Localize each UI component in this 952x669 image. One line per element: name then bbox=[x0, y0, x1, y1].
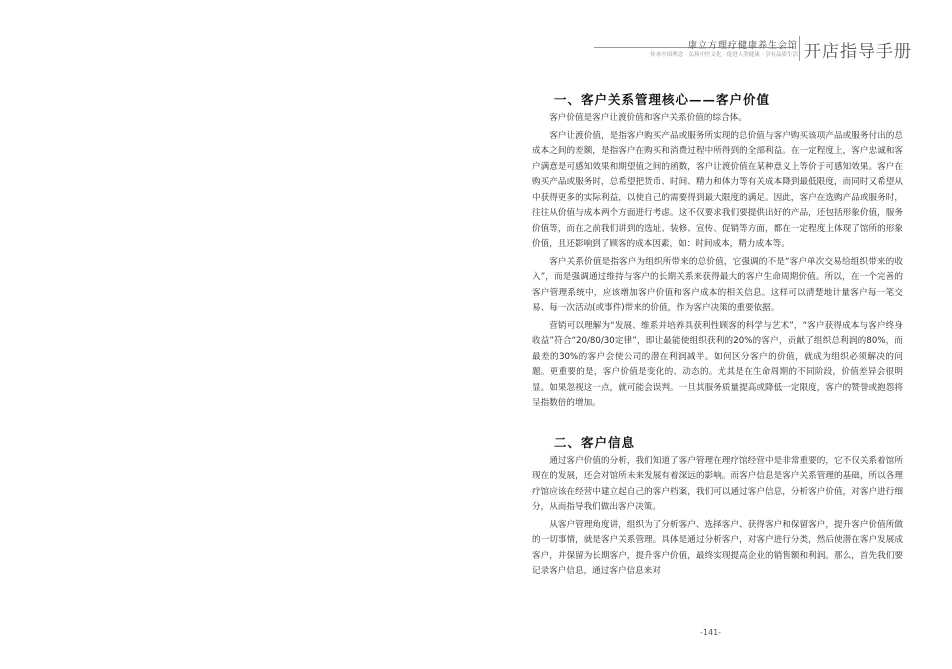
paragraph: 客户关系价值是指客户为组织所带来的总价值，它强调的不是“客户单次交易给组织带来的收入”，而是强调通过维持与客户的长期关系来获得最大的客户生命周期价值。所以，在一个完善的客户管理系统中，应该增加客户价值和客户成本的相关信息。这样可以清楚地计量客户每一笔交易、每一次活动(或事件)带来的价值，作为客户决策的重要依据。 bbox=[532, 256, 903, 313]
brand-slogan: 传承中国理念 · 弘扬中医文化 · 促进人类健康 · 享有品质生活 bbox=[650, 52, 798, 58]
section-heading-customer-value: 一、客户关系管理核心——客户价值 bbox=[554, 92, 771, 107]
paragraph: 客户让渡价值，是指客户购买产品或服务所实现的总价值与客户购买该项产品或服务付出的总成本之间的差额，是指客户在购买和消费过程中所得到的全部利益。在一定程度上，客户忠诚和客户满意是可感知效果和期望值之间的函数，客户让渡价值在某种意义上等价于可感知效果。客户在购买产品或服务时，总希望把货币、时间、精力和体力等有关成本降到最低限度，而同时又希望从中获得更多的实际利益，以使自己的需要得到最大限度的满足。因此，客户在选购产品或服务时，往往从价值与成本两个方面进行考虑。这不仅要求我们要提供出好的产品，还包括形象价值，服务价值等，而在之前我们讲到的选址、装修、宣传、促销等方面，都在一定程度上体现了馆所的形象价值，且还影响到了顾客的成本因素，如：时间成本，精力成本等。 bbox=[532, 130, 903, 249]
paragraph: 客户价值是客户让渡价值和客户关系价值的综合体。 bbox=[549, 113, 747, 123]
manual-title: 开店指导手册 bbox=[804, 42, 912, 62]
paragraph: 通过客户价值的分析，我们知道了客户管理在理疗馆经营中是非常重要的，它不仅关系着馆所现在的发展，还会对馆所未来发展有着深远的影响。而客户信息是客户关系管理的基础，所以各理疗馆应该在经营中建立起自己的客户档案，我们可以通过客户信息，分析客户价值，对客户进行细分，从而指导我们做出客户决策。 bbox=[532, 455, 903, 512]
paragraph: 营销可以理解为“发展、维系并培养具获利性顾客的科学与艺术”，“客户获得成本与客户终身收益”符合“20/80/30定律”，即让最能使组织获利的20%的客户，贡献了组织总利润的80%，而最差的30%的客户会使公司的潜在利润减半。如何区分客户的价值，就成为组织必须解决的问题。更重要的是，客户价值是变化的、动态的。尤其是在生命周期的不同阶段，价值差异会很明显。如果忽视这一点，就可能会误判。一旦其服务质量提高或降低一定限度，客户的赞誉或抱怨将呈指数倍的增加。 bbox=[532, 320, 903, 408]
page-header bbox=[0, 0, 952, 70]
header-divider bbox=[799, 36, 800, 61]
brand-name: 康立方理疗健康养生会馆 bbox=[687, 41, 798, 51]
page-content bbox=[532, 90, 903, 582]
paragraph: 从客户管理角度讲，组织为了分析客户、选择客户、获得客户和保留客户，提升客户价值所做的一切事情，就是客户关系管理。具体是通过分析客户，对客户进行分类，然后使潜在客户发展成客户，并保留为长期客户，提升客户价值，最终实现提高企业的销售额和利润。那么，首先我们要记录客户信息，通过客户信息来对 bbox=[532, 519, 903, 576]
page-number: -141- bbox=[700, 628, 722, 637]
section-heading-customer-info: 二、客户信息 bbox=[554, 434, 636, 450]
